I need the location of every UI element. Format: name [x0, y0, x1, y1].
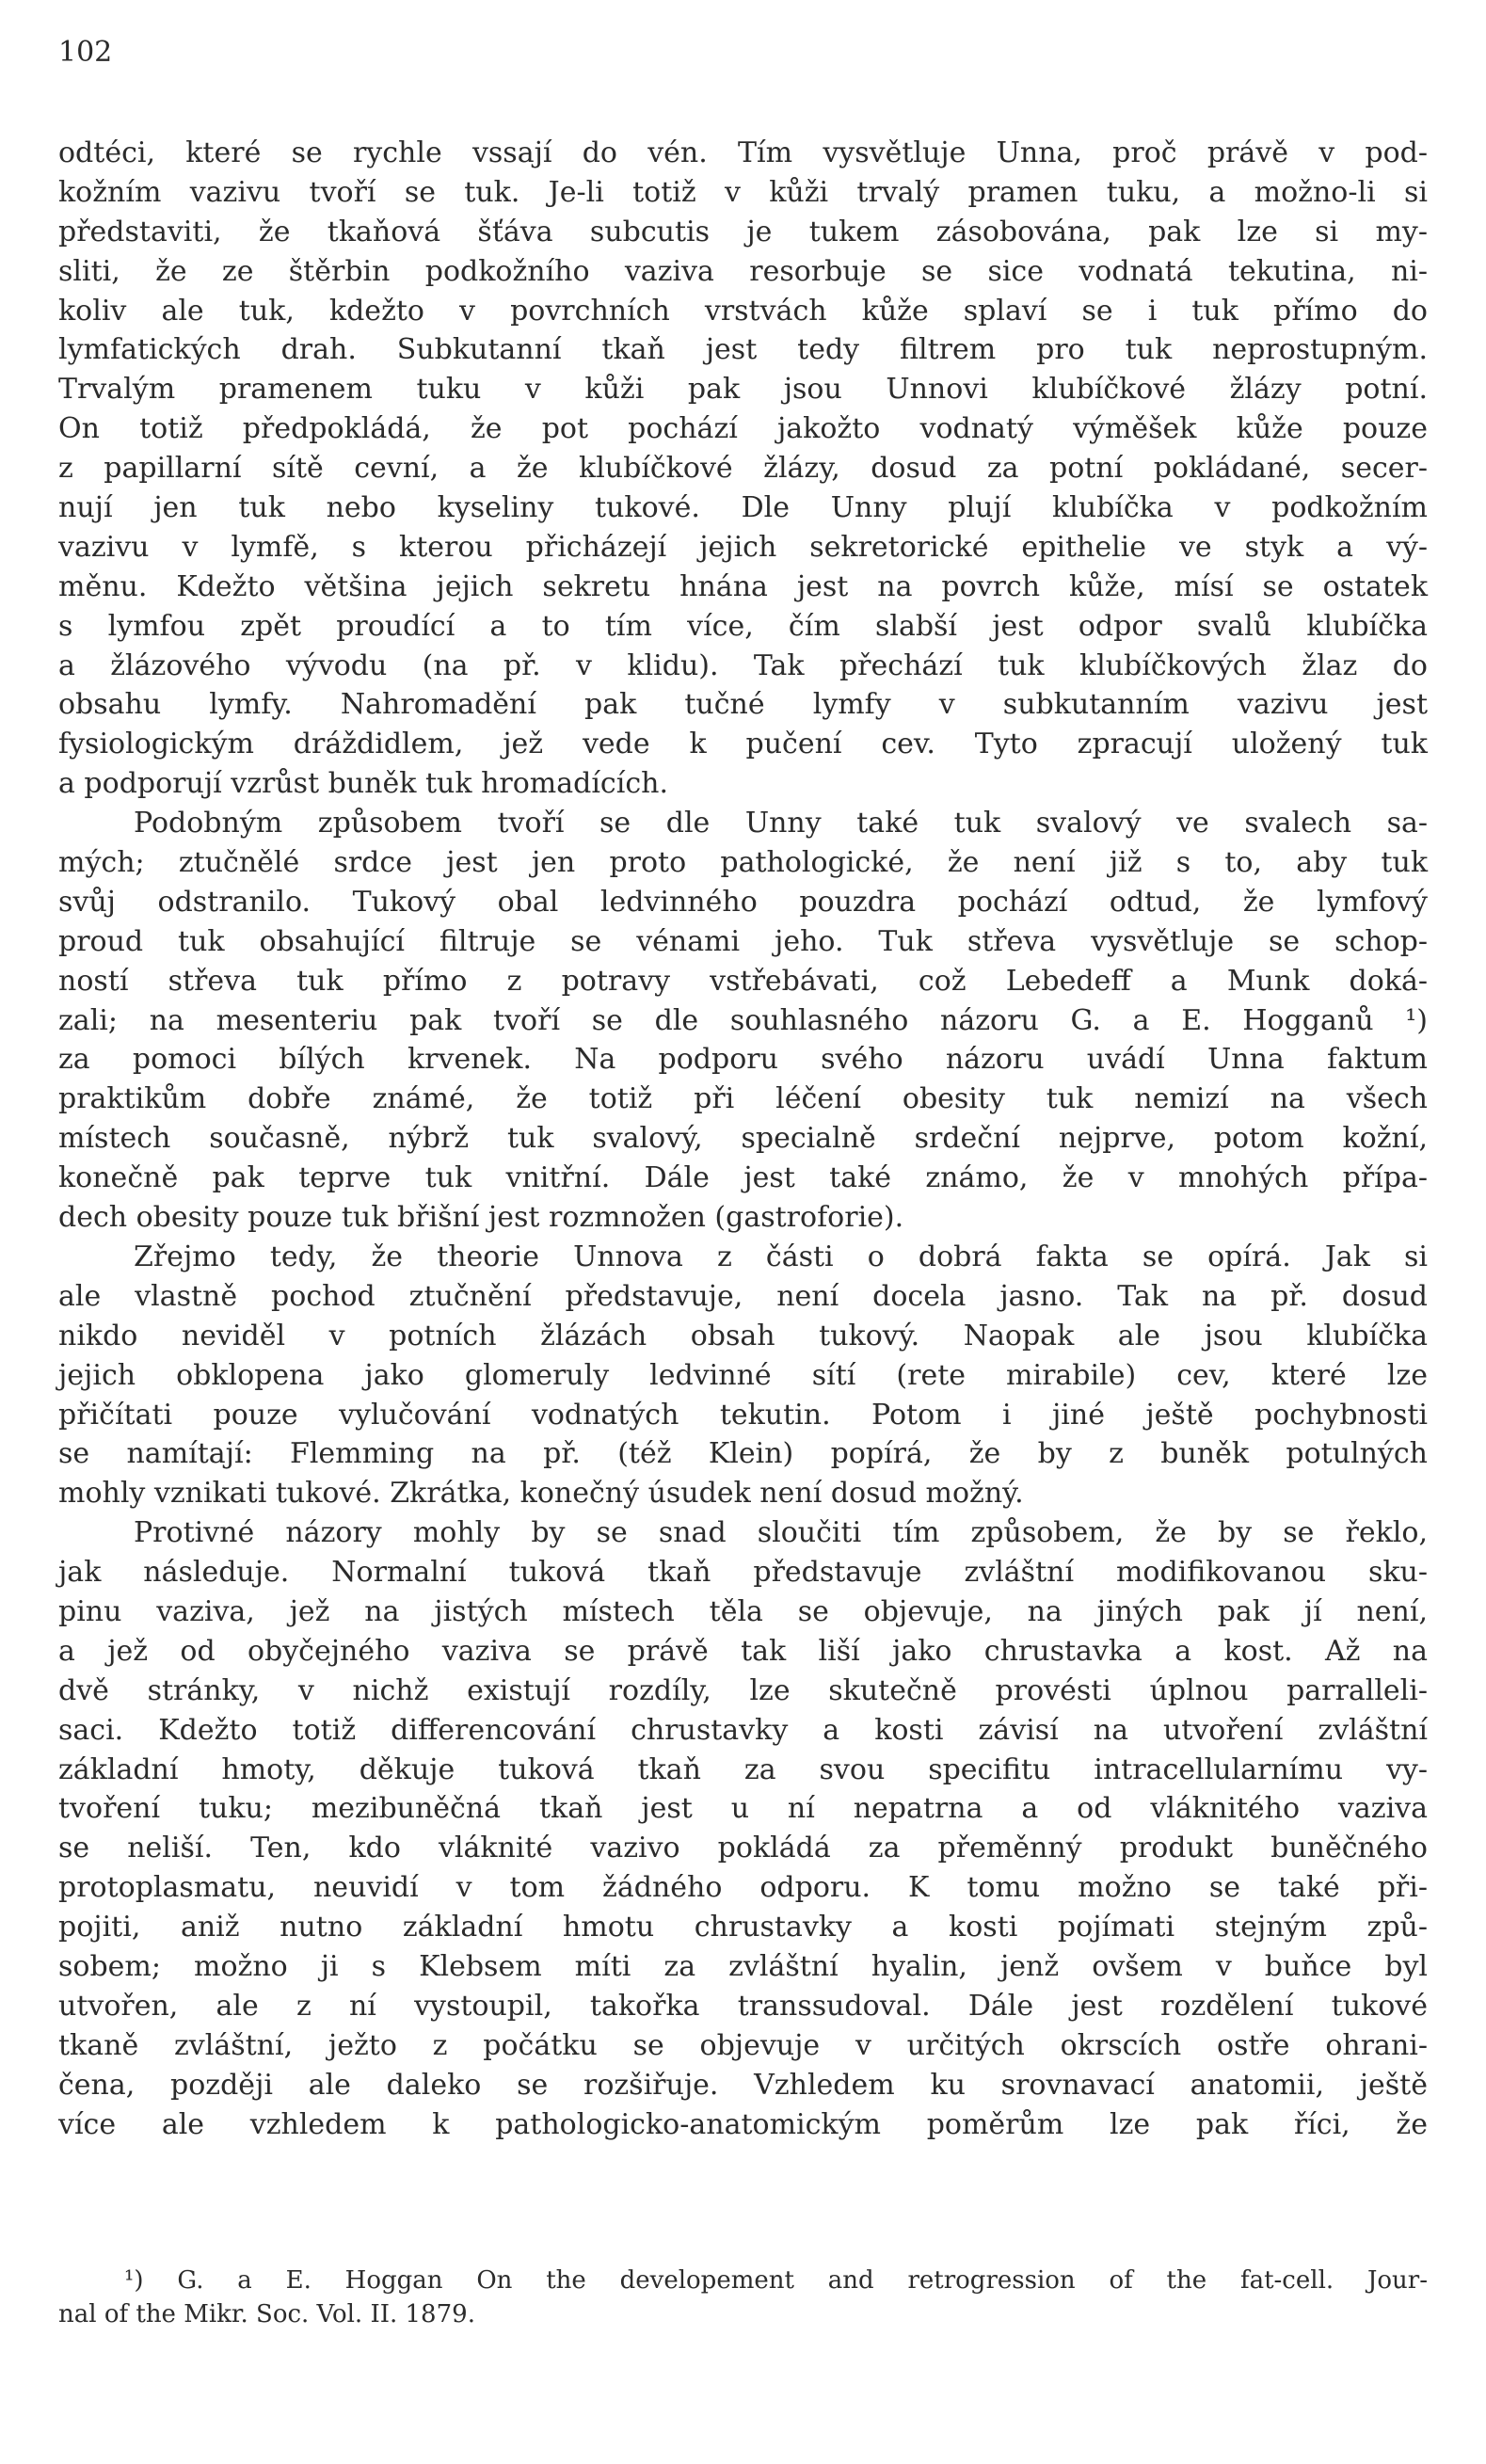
text-line: Protivné názory mohly by se snad sloučiti tím způsobem, že by se řeklo, [134, 1516, 1428, 1550]
text-line: za pomoci bílých krvenek. Na podporu svého názoru uvádí Unna faktum [58, 1043, 1428, 1077]
text-line: proud tuk obsahující filtruje se vénami jeho. Tuk střeva vysvětluje se schop- [58, 924, 1428, 958]
text-line: mohly vznikati tukové. Zkrátka, konečný úsudek není dosud možný. [58, 1477, 1024, 1511]
text-line: Zřejmo tedy, že theorie Unnova z části o dobrá fakta se opírá. Jak si [134, 1240, 1428, 1273]
page-number: 102 [58, 36, 113, 69]
text-line: ností střeva tuk přímo z potravy vstřebávati, což Lebedeff a Munk doká- [58, 964, 1428, 998]
text-line: a žlázového vývodu (na př. v klidu). Tak přechází tuk klubíčkových žlaz do [58, 648, 1428, 682]
footnote-line: nal of the Mikr. Soc. Vol. II. 1879. [58, 2300, 475, 2328]
text-line: tkaně zvláštní, ježto z počátku se objevuje v určitých okrscích ostře ohrani- [58, 2028, 1428, 2062]
text-line: svůj odstranilo. Tukový obal ledvinného pouzdra pochází odtud, že lymfový [58, 885, 1428, 919]
text-line: se neliší. Ten, kdo vláknité vazivo pokládá za přeměnný produkt buněčného [58, 1832, 1428, 1865]
text-line: koliv ale tuk, kdežto v povrchních vrstvách kůže splaví se i tuk přímo do [58, 294, 1428, 328]
text-line: jak následuje. Normalní tuková tkaň představuje zvláštní modifikovanou sku- [58, 1556, 1428, 1590]
text-line: představiti, že tkaňová šťáva subcutis je tukem zásobována, pak lze si my- [58, 215, 1428, 248]
text-line: se namítají: Flemming na př. (též Klein) popírá, že by z buněk potulných [58, 1437, 1428, 1471]
text-line: lymfatických drah. Subkutanní tkaň jest tedy filtrem pro tuk neprostupným. [58, 333, 1428, 367]
footnote-line: ¹) G. a E. Hoggan On the developement and retrogression of the fat-cell. Jour- [124, 2266, 1428, 2295]
text-line: fysiologickým dráždidlem, jež vede k pučení cev. Tyto zpracují uložený tuk [58, 728, 1428, 761]
text-line: odtéci, které se rychle vssají do vén. Tím vysvětluje Unna, proč právě v pod- [58, 136, 1428, 169]
text-line: On totiž předpokládá, že pot pochází jakožto vodnatý výměšek kůže pouze [58, 412, 1428, 446]
text-line: sobem; možno ji s Klebsem míti za zvláštní hyalin, jenž ovšem v buňce byl [58, 1949, 1428, 1983]
text-line: sliti, že ze štěrbin podkožního vaziva resorbuje se sice vodnatá tekutina, ni- [58, 254, 1428, 288]
text-line: obsahu lymfy. Nahromadění pak tučné lymfy v subkutanním vazivu jest [58, 688, 1428, 722]
text-line: Podobným způsobem tvoří se dle Unny také tuk svalový ve svalech sa- [134, 807, 1428, 840]
text-line: jejich obklopena jako glomeruly ledvinné sítí (rete mirabile) cev, které lze [58, 1358, 1428, 1392]
text-line: vazivu v lymfě, s kterou přicházejí jejich sekretorické epithelie ve styk a vý- [58, 530, 1428, 564]
text-line: pojiti, aniž nutno základní hmotu chrustavky a kosti pojímati stejným způ- [58, 1911, 1428, 1944]
footnote [58, 2264, 1428, 2331]
text-line: tvoření tuku; mezibuněčná tkaň jest u ní nepatrna a od vláknitého vaziva [58, 1792, 1428, 1826]
text-line: zali; na mesenteriu pak tvoří se dle souhlasného názoru G. a E. Hogganů ¹) [58, 1003, 1428, 1037]
text-line: měnu. Kdežto většina jejich sekretu hnána jest na povrch kůže, mísí se ostatek [58, 569, 1428, 603]
text-line: dech obesity pouze tuk břišní jest rozmnožen (gastroforie). [58, 1201, 904, 1235]
text-line: utvořen, ale z ní vystoupil, takořka transsudoval. Dále jest rozdělení tukové [58, 1989, 1428, 2023]
text-line: ale vlastně pochod ztučnění představuje, není docela jasno. Tak na př. dosud [58, 1279, 1428, 1313]
body-text [58, 134, 1428, 2144]
text-line: konečně pak teprve tuk vnitřní. Dále jest také známo, že v mnohých přípa- [58, 1161, 1428, 1195]
text-line: kožním vazivu tvoří se tuk. Je-li totiž v kůži trvalý pramen tuku, a možno-li si [58, 175, 1428, 209]
text-line: a jež od obyčejného vaziva se právě tak liší jako chrustavka a kost. Až na [58, 1634, 1428, 1668]
text-line: nikdo neviděl v potních žlázách obsah tukový. Naopak ale jsou klubíčka [58, 1319, 1428, 1352]
text-line: saci. Kdežto totiž differencování chrustavky a kosti závisí na utvoření zvláštní [58, 1713, 1428, 1747]
text-line: s lymfou zpět proudící a to tím více, čím slabší jest odpor svalů klubíčka [58, 609, 1428, 643]
text-line: více ale vzhledem k pathologicko-anatomickým poměrům lze pak říci, že [58, 2107, 1428, 2141]
text-line: přičítati pouze vylučování vodnatých tekutin. Potom i jiné ještě pochybnosti [58, 1398, 1428, 1432]
text-line: Trvalým pramenem tuku v kůži pak jsou Unnovi klubíčkové žlázy potní. [58, 373, 1428, 407]
text-line: protoplasmatu, neuvidí v tom žádného odporu. K tomu možno se také při- [58, 1871, 1428, 1905]
text-line: a podporují vzrůst buněk tuk hromadících. [58, 767, 668, 801]
text-line: mých; ztučnělé srdce jest jen proto pathologické, že není již s to, aby tuk [58, 846, 1428, 880]
text-line: místech současně, nýbrž tuk svalový, specialně srdeční nejprve, potom kožní, [58, 1122, 1428, 1156]
text-line: dvě stránky, v nichž existují rozdíly, lze skutečně provésti úplnou parralleli- [58, 1673, 1428, 1707]
text-line: základní hmoty, děkuje tuková tkaň za svou specifitu intracellularnímu vy- [58, 1752, 1428, 1786]
text-line: z papillarní sítě cevní, a že klubíčkové žlázy, dosud za potní pokládané, secer- [58, 452, 1428, 486]
text-line: praktikům dobře známé, že totiž při léčení obesity tuk nemizí na všech [58, 1082, 1428, 1116]
text-line: nují jen tuk nebo kyseliny tukové. Dle Unny plují klubíčka v podkožním [58, 491, 1428, 525]
text-line: pinu vaziva, jež na jistých místech těla se objevuje, na jiných pak jí není, [58, 1594, 1428, 1628]
text-line: čena, později ale daleko se rozšiřuje. Vzhledem ku srovnavací anatomii, ještě [58, 2068, 1428, 2102]
